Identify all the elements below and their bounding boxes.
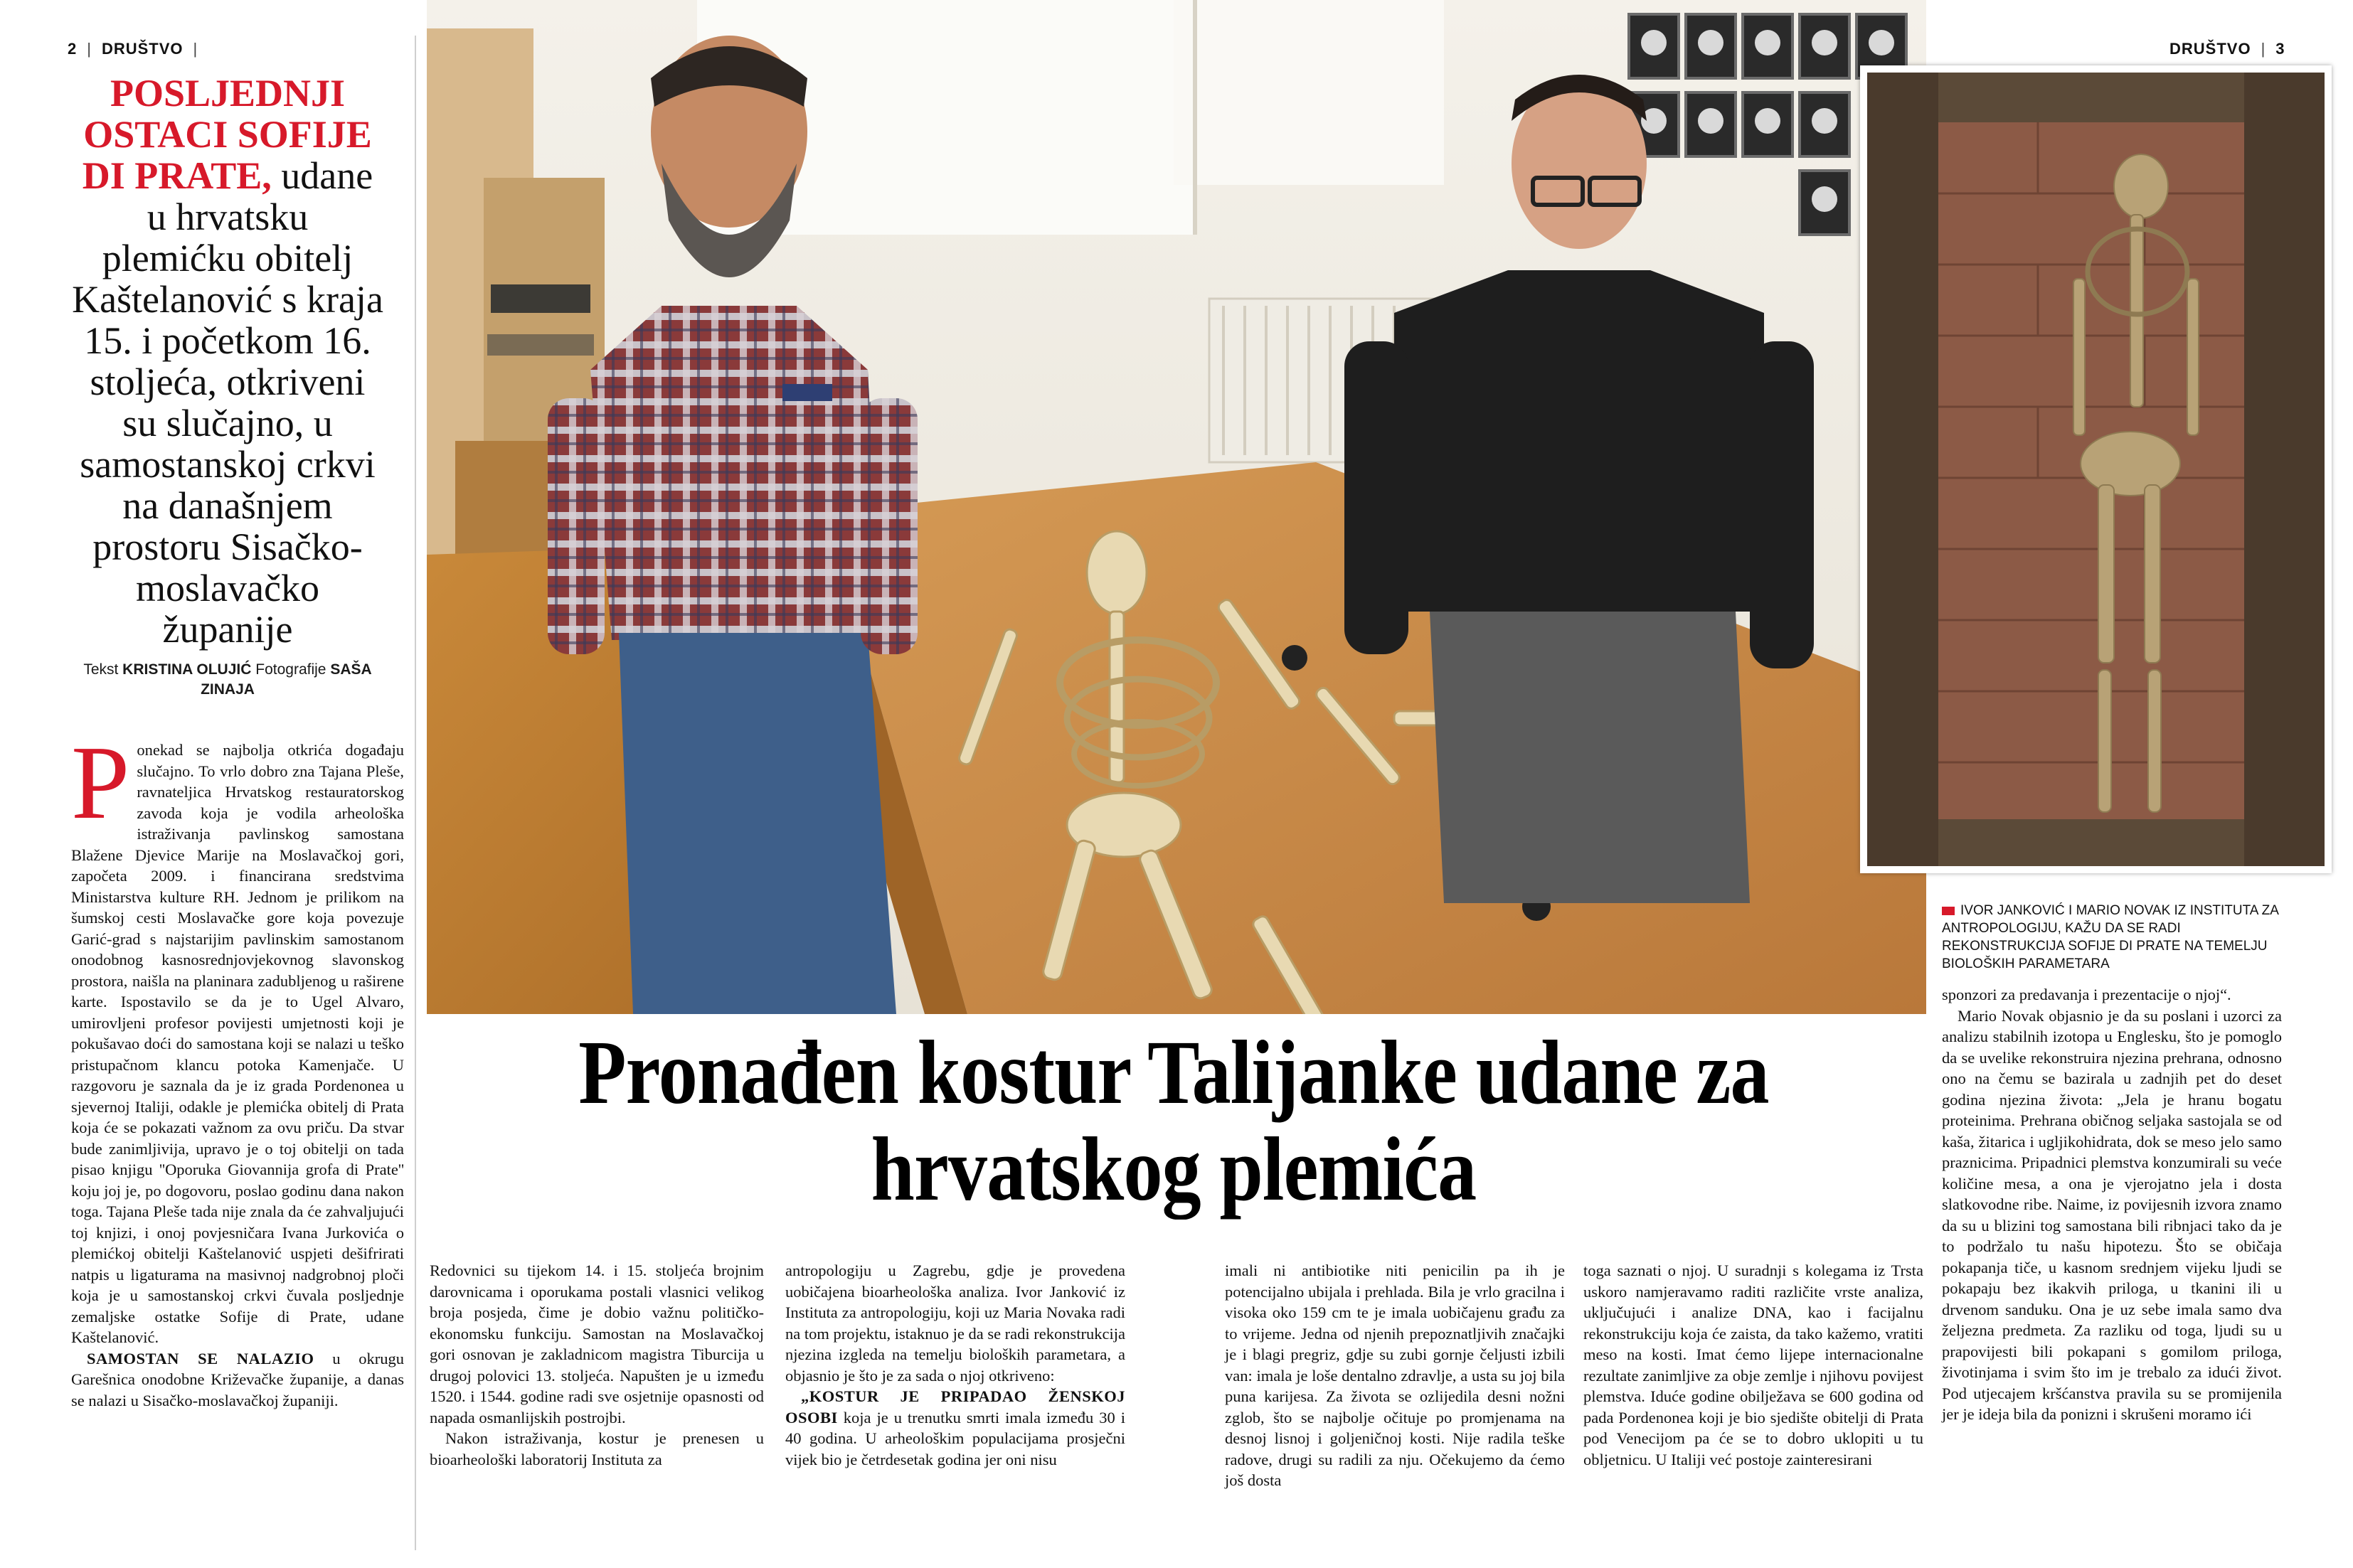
deck-red-lead: POSLJEDNJI OSTACI SOFIJE DI PRATE, <box>82 72 372 197</box>
inset-photo <box>1860 65 2332 873</box>
section-label-left: DRUŠTVO <box>101 40 184 58</box>
deck-rest: udane u hrvatsku plemićku obitelj Kaštelanović s kraja 15. i početkom 16. stoljeća, otkriveni su slučajno, u samostanskoj crkvi na današnjem prostoru Sisačko-moslavačko županije <box>72 154 383 651</box>
paragraph: toga saznati o njoj. U suradnji s kolegama iz Trsta uskoro namjeravamo raditi različite vrste analiza, uključujući i analize DNA, kao i facijalnu rekonstrukciju koja će zaista, da tako kažemo, vratiti meso na kosti. Imat ćemo lijepe internacionalne rezultate zanimljive za obje zemlje i njihovu povijest plemstva. Iduće godine obilježava se 600 godina od pada Pordenonea koji je bio sjedište obitelji di Prata pod Venecijom pa će se to dobro uklopiti u tu obljetnicu. U Italiji već postoje zainteresirani <box>1583 1262 1923 1468</box>
paragraph: antropologiju u Zagrebu, gdje je provedena uobičajena bioarheološka analiza. Ivor Janković iz Instituta za antropologiju, koji uz Maria Novaka radi na tom projektu, istaknuo je da se radi rekonstrukcija njezina izgleda na temelju bioloških parametara, a objasnio je što je za sada o njoj otkriveno: <box>785 1262 1125 1385</box>
page-number-left: 2 <box>68 40 78 58</box>
page-header-left: 2 | DRUŠTVO | <box>68 40 198 58</box>
paragraph: Mario Novak objasnio je da su poslani i uzorci za analizu stabilnih izotopa u Englesku, što je pomoglo da se uvelike rekonstruira njezina prehrana, odnosno ono na čemu se bazirala u zadnjih pet do deset godina njezina života: „Jela je hranu bogatu proteinima. Prehrana običnog seljaka sastojala se od kaša, žitarica i ugljikohidrata, dok se meso jelo samo praznicima. Pripadnici plemstva konzumirali su veće količine mesa, a ona je vjerojatno jela i dosta slatkovodne ribe. Naime, iz povijesnih izvora znamo da su u blizini tog samostana bili ribnjaci tako da je to podržalo tu našu hipotezu. Što se običaja pokapanja tiče, u kasnom srednjem vijeku ljudi se pokapaju bez ikakvih priloga, u tkanini ili u drvenom sanduku. Ona je uz sebe imala samo dva željezna predmeta. Za razliku od toga, ljudi su u prapovijesti bili pokapani s gomilom priloga, životinjama i svim što im je trebalo za idući život. Pod utjecajem kršćanstva pravila su se promijenila jer je ideja bila da ponizni i skrušeni moramo ići <box>1942 1006 2282 1423</box>
paragraph: koja je u trenutku smrti imala između 30 i 40 godina. U arheološkim populacijama prosječni vijek bio je četrdesetak godina jer oni nisu <box>785 1408 1125 1468</box>
column-divider <box>415 36 416 1550</box>
byline-author: KRISTINA OLUJIĆ <box>122 661 252 678</box>
caption-marker-icon <box>1942 907 1955 915</box>
drop-cap: P <box>71 725 130 841</box>
byline-text-label: Tekst <box>83 661 119 678</box>
byline-photographer: SAŠA ZINAJA <box>201 661 372 698</box>
paragraph: u okrugu Garešnica onodobne Križevačke županije, a danas se nalazi u Sisačko-moslavačkoj županiji. <box>71 1349 405 1409</box>
paragraph-lead-in: SAMOSTAN SE NALAZIO <box>87 1349 314 1367</box>
paragraph: sponzori za predavanja i prezentacije o njoj“. <box>1942 986 2231 1003</box>
page-number-right: 3 <box>2275 40 2285 58</box>
article-column-5 <box>1583 1260 1923 1545</box>
byline-photo-label: Fotografije <box>255 661 326 678</box>
photo-caption <box>1942 902 2283 973</box>
paragraph-lead-in: „KOSTUR JE PRIPADAO ŽENSKOJ OSOBI <box>785 1387 1125 1426</box>
paragraph: Nakon istraživanja, kostur je prenesen u bioarheološki laboratorij Instituta za <box>430 1429 764 1468</box>
deck-text <box>71 73 384 650</box>
byline <box>71 660 384 700</box>
paragraph: imali ni antibiotike niti penicilin pa ih je potencijalno ubijala i prehlada. Bila je vrlo gracilna i visoka oko 159 cm te je imala uobičajenu građu za to vrijeme. Jedna od njenih prepoznatljivih značajki je i blagi pregriz, gdje su zubi gornje čeljusti izbili van: imala je loše dentalno zdravlje, a usta su joj bila puna karijesa. Za života se ozlijedila desni nožni zglob, što se najbolje očituje po promjenama na desnoj lisnoj i goljeničnoj kosti. Nije radila teške radove, drugi su radili za nju. Očekujemo da ćemo još dosta <box>1225 1262 1565 1489</box>
article-column-1 <box>71 725 405 1550</box>
main-photo <box>427 0 1926 1014</box>
article-column-2 <box>430 1260 764 1545</box>
caption-text: IVOR JANKOVIĆ I MARIO NOVAK IZ INSTITUTA ZA ANTROPOLOGIJU, KAŽU DA SE RADI REKONSTRUKCIJA SOFIJE DI PRATE NA TEMELJU BIOLOŠKIH PARAMETARA <box>1942 903 2278 971</box>
article-column-3 <box>785 1260 1125 1545</box>
article-column-6 <box>1942 984 2282 1546</box>
page-header-right: DRUŠTVO | 3 <box>2169 40 2285 58</box>
paragraph: Redovnici su tijekom 14. i 15. stoljeća brojnim darovnicama i oporukama postali vlasnici velikog broja posjeda, čime je dobio važnu političko-ekonomsku funkciju. Samostan na Moslavačkoj gori osnovan je zakladnicom magistra Tiburcija u drugoj polovici 13. stoljeća. Napušten je u između 1520. i 1544. godine radi sve osjetnije opasnosti od napada osmanlijskih postrojbi. <box>430 1262 764 1426</box>
article-column-4 <box>1225 1260 1565 1545</box>
section-label-right: DRUŠTVO <box>2169 40 2251 58</box>
paragraph: onekad se najbolja otkrića događaju slučajno. To vrlo dobro zna Tajana Pleše, ravnateljica Hrvatskog restauratorskog zavoda koja je vodila arheološka istraživanja pavlinskog samostana Blažene Djevice Marije na Moslavačkoj gori, započeta 2009. i financirana sredstvima Ministarstva kulture RH. Jednom je prilikom na šumskoj cesti Moslavačke gore koja povezuje Garić-grad s najstarijim pavlinskim samostanom onodobnog kasnosrednjovjekovnog slavonskog prostora, naišla na planinara zadubljenog u raširene karte. Ispostavilo se da je to Ugel Alvaro, umirovljeni profesor povijesti umjetnosti koji je pokušavao doći do samostana koji se nalazi u teško pristupačnom klancu potoka Kamenjače. U razgovoru je saznala da je iz grada Pordenonea u sjevernoj Italiji, odakle je plemićka obitelj di Prata koja će se pokazati važnom za ovu priču. Da stvar bude zanimljivija, upravo je o toj obitelji on tada pisao knjigu ''Oporuka Giovannija grofa di Prate'' koju joj je, po dogovoru, poslao godinu dana nakon toga. Tajana Pleše tada nije znala da će zahvaljujući toj knjizi, i onoj povjesničara Ivana Jurkovića o plemićkoj obitelji Kaštelanović uspjeti dešifrirati natpis u ligaturama na masivnoj nadgrobnoj ploči koja je u samostanskoj crkvi čuvala posljednje zemaljske ostatke Sofije di Prate, udane Kaštelanović. <box>71 741 404 1346</box>
main-headline: Pronađen kostur Talijanke udane za hrvatskog plemića <box>578 1022 1769 1220</box>
